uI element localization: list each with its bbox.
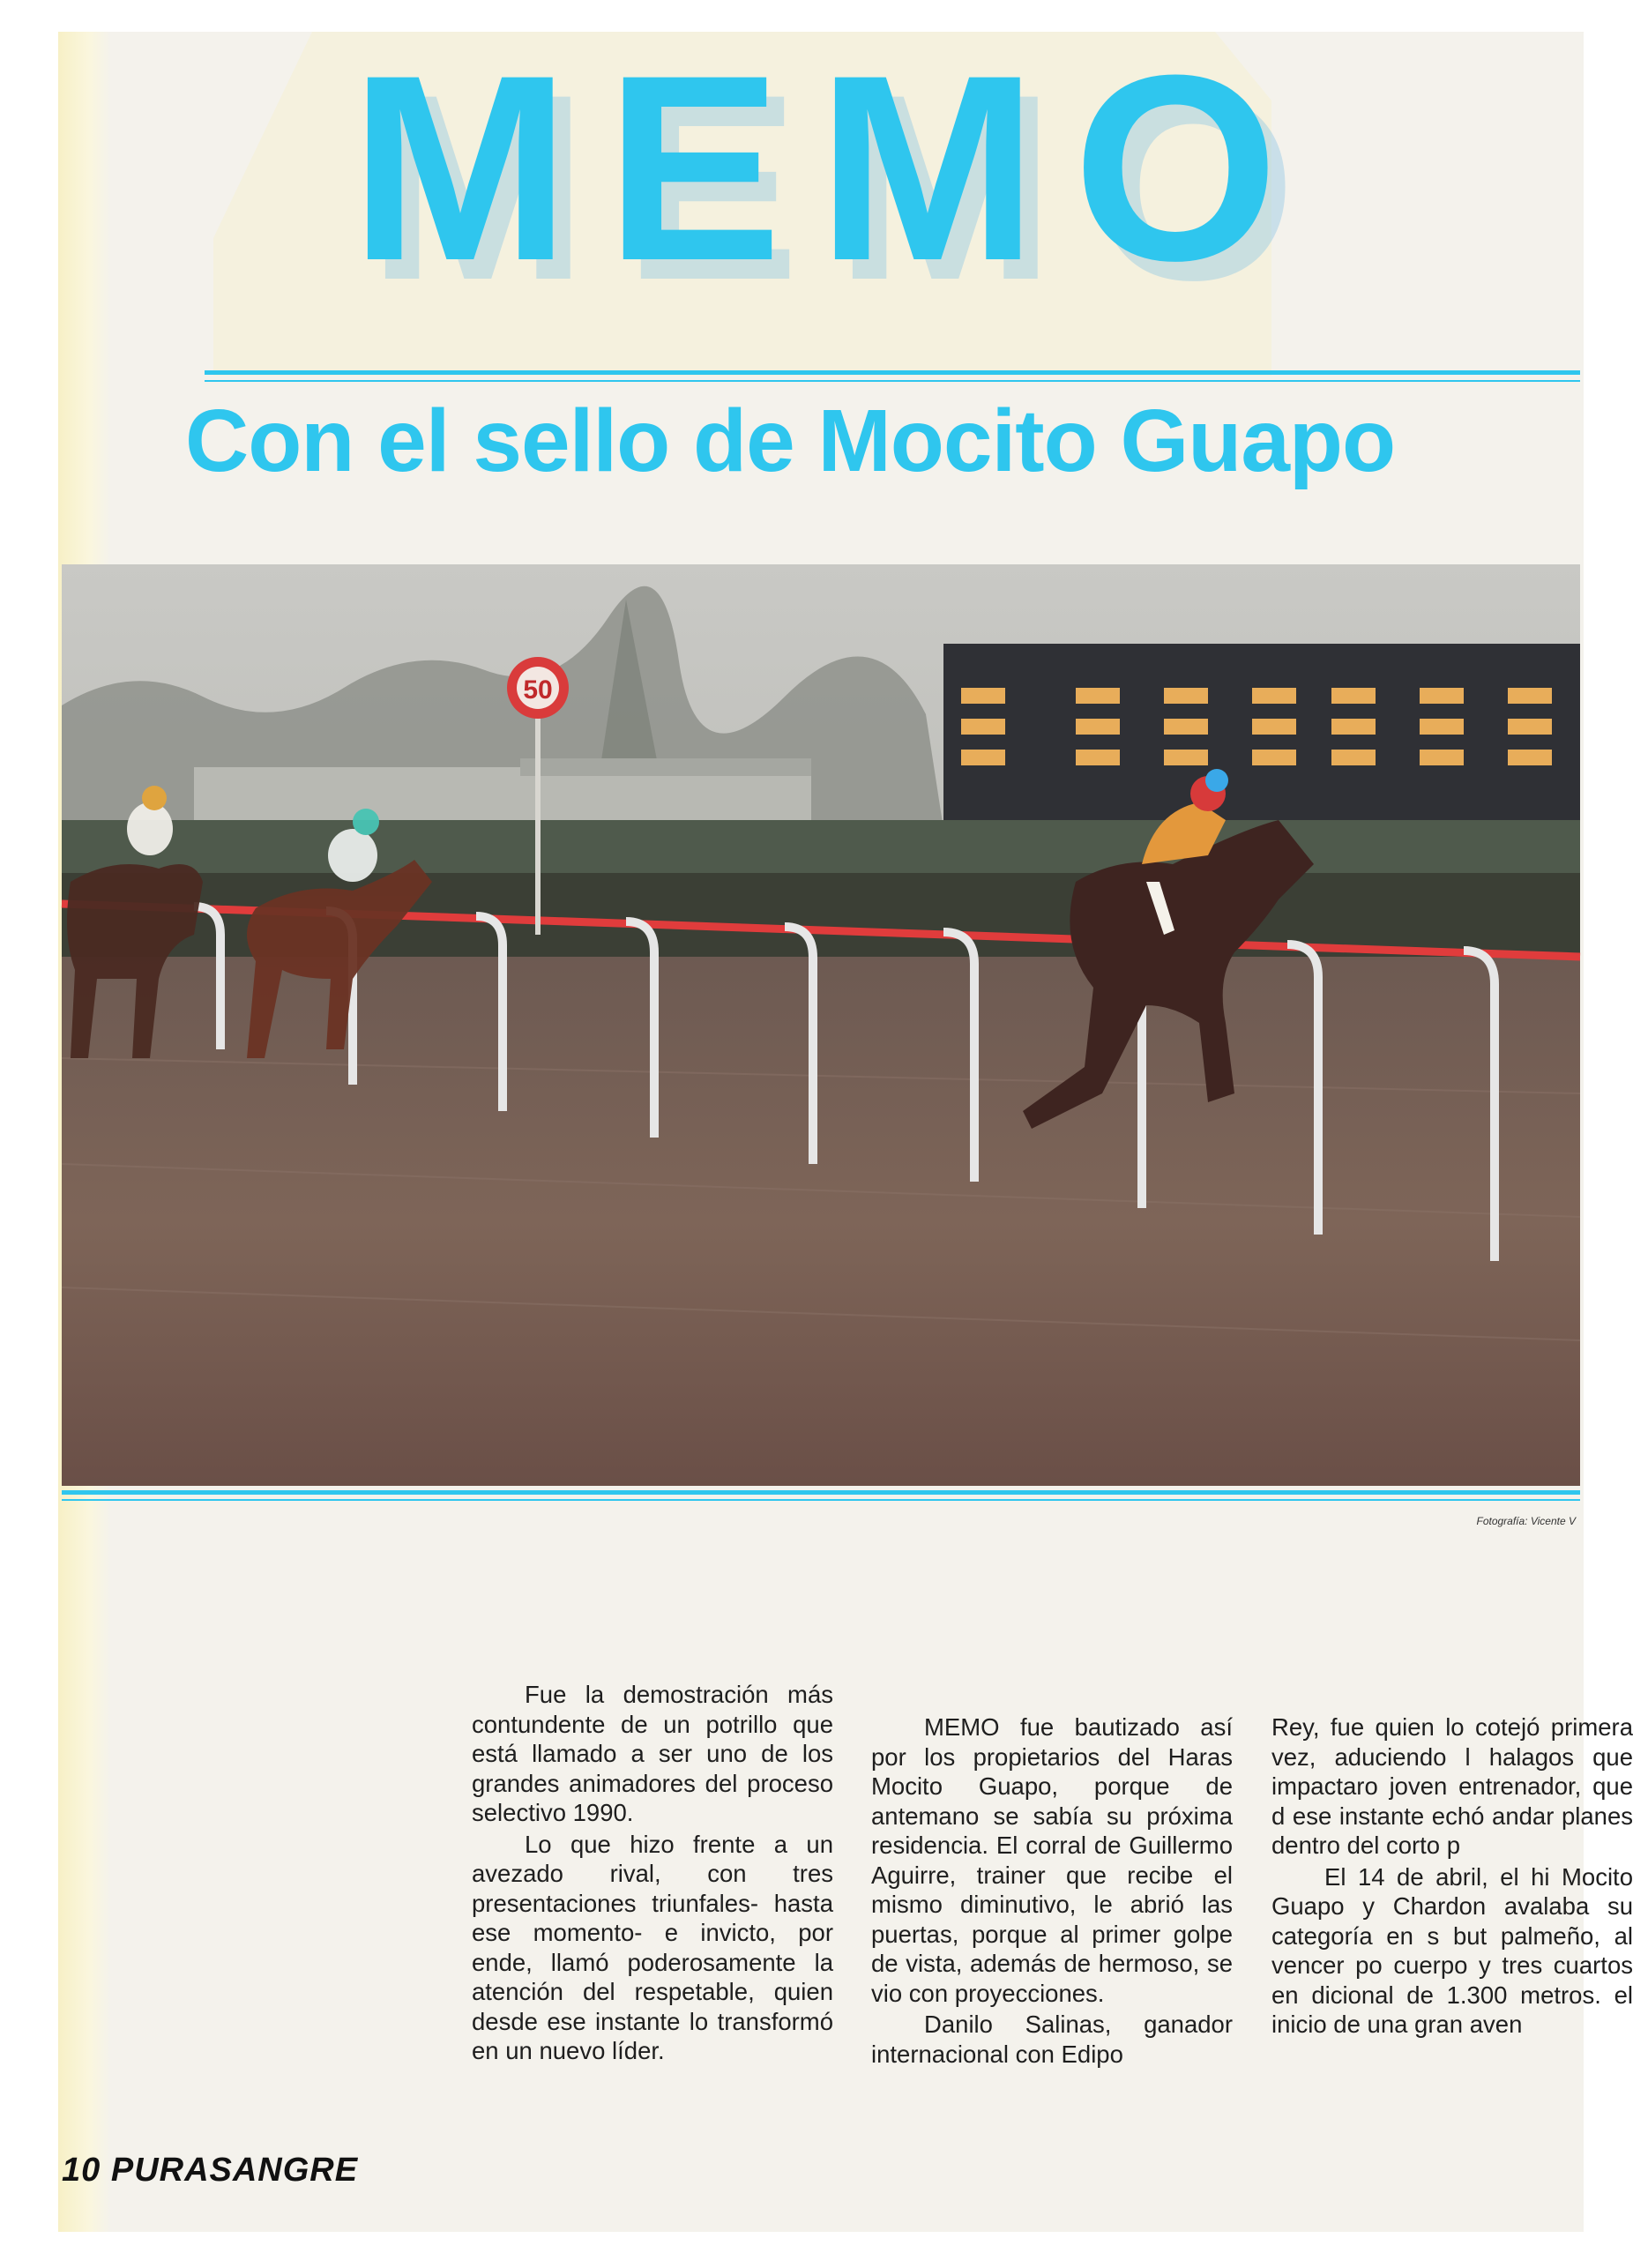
photo-credit: Fotografía: Vicente V	[1476, 1515, 1576, 1527]
paragraph: Lo que hizo frente a un avezado rival, con tres presentaciones triunfales- hasta ese momento- e invicto, por ende, llamó poderosamente la atención del respetable, quien desde ese instante lo transformó en un nuevo líder.	[472, 1830, 833, 2064]
bottom-rule-thin	[62, 1499, 1580, 1501]
article-column-2	[871, 1712, 1233, 2069]
page-number: 10	[62, 2152, 101, 2189]
race-photo	[62, 564, 1580, 1486]
magazine-name: PURASANGRE	[110, 2152, 359, 2189]
article-column-3	[1271, 1712, 1633, 2040]
bottom-rule	[62, 1490, 1580, 1495]
distance-marker-label: 50	[523, 675, 553, 705]
paragraph: El 14 de abril, el hi Mocito Guapo y Chardon avalaba su categoría en s but palmeño, al vencer po cuerpo y tres cuartos en dicional de 1.300 metros. el inicio de una gran aven	[1271, 1862, 1633, 2038]
paragraph: Danilo Salinas, ganador internacional con Edipo	[871, 2011, 1233, 2068]
tote-board	[943, 644, 1580, 847]
race-photo-illustration	[62, 564, 1580, 1486]
article-column-1	[472, 1680, 833, 2066]
headline-title: MEMO	[349, 19, 1315, 316]
headline-subtitle: Con el sello de Mocito Guapo	[185, 392, 1396, 490]
page-folio	[62, 2152, 358, 2190]
paragraph: Rey, fue quien lo cotejó primera vez, aduciendo l halagos que impactaro joven entrenador, que d ese instante echó andar planes dentro del corto p	[1271, 1713, 1633, 1859]
top-rule-thin	[205, 380, 1580, 382]
paragraph: MEMO fue bautizado así por los propietarios del Haras Mocito Guapo, porque de antemano se sabía su próxima residencia. El corral de Guillermo Aguirre, trainer que recibe el mismo diminutivo, le abrió las puertas, porque al primer golpe de vista, además de hermoso, se vio con proyecciones.	[871, 1713, 1233, 2007]
top-rule	[205, 370, 1580, 375]
paragraph: Fue la demostración más contundente de un potrillo que está llamado a ser uno de los grandes animadores del proceso selectivo 1990.	[472, 1681, 833, 1826]
